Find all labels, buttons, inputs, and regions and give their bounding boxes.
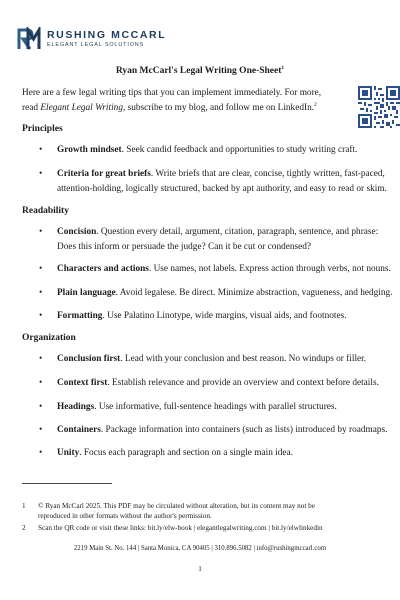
bullet-icon: • bbox=[39, 354, 43, 364]
bullet-icon: • bbox=[39, 311, 43, 321]
page-title: Ryan McCarl's Legal Writing One-Sheet$^1$ bbox=[115, 64, 285, 76]
brand-logo bbox=[17, 27, 166, 51]
list-item: Concision. Question every detail, argument, citation, paragraph, sentence, and phrase: Does this inform or persuade the judge? Can it be cut or condensed? bbox=[57, 227, 379, 252]
list-item: Unity. Focus each paragraph and section on a single main idea. bbox=[57, 448, 293, 458]
footnote-divider bbox=[22, 483, 112, 484]
rm-monogram-icon bbox=[17, 27, 41, 51]
bullet-icon: • bbox=[39, 402, 43, 412]
list-item: Plain language. Avoid legalese. Be direct. Minimize abstraction, vagueness, and hedging. bbox=[57, 288, 393, 298]
book-title[interactable]: Elegant Legal Writing bbox=[40, 103, 123, 113]
brand-name: RUSHING MCCARL bbox=[47, 29, 167, 42]
section-heading-organization: Organization bbox=[22, 333, 76, 343]
footnote-1: 1 © Ryan McCarl 2025. This PDF may be circulated without alteration, but its content may not be reproduced in other formats without the author's permission. bbox=[22, 502, 315, 520]
list-item: Growth mindset. Seek candid feedback and opportunities to study writing craft. bbox=[57, 145, 358, 155]
section-heading-readability: Readability bbox=[22, 206, 69, 216]
list-item: Formatting. Use Palatino Linotype, wide margins, visual aids, and footnotes. bbox=[57, 311, 347, 321]
list-item: Criteria for great briefs. Write briefs that are clear, concise, tightly written, fast-paced, attention-holding, logically structured, backed by apt authority, and easy to read or skim. bbox=[57, 169, 387, 194]
bullet-icon: • bbox=[39, 227, 43, 237]
footnote-ref[interactable]: 1 bbox=[281, 64, 285, 71]
footnote-2: 2 Scan the QR code or visit these links: bit.ly/elw-book | elegantlegalwriting.com | bit.ly/elwlinkedin bbox=[22, 524, 323, 532]
bullet-icon: • bbox=[39, 169, 43, 179]
bullet-icon: • bbox=[39, 145, 43, 155]
bullet-icon: • bbox=[39, 288, 43, 298]
bullet-icon: • bbox=[39, 378, 43, 388]
list-item: Headings. Use informative, full-sentence headings with parallel structures. bbox=[57, 402, 337, 412]
bullet-icon: • bbox=[39, 264, 43, 274]
list-item: Context first. Establish relevance and provide an overview and context before details. bbox=[57, 378, 379, 388]
page-number: 1 bbox=[198, 564, 202, 573]
bullet-icon: • bbox=[39, 425, 43, 435]
footnote-ref[interactable]: 2 bbox=[314, 101, 317, 108]
bullet-icon: • bbox=[39, 448, 43, 458]
list-item: Characters and actions. Use names, not labels. Express action through verbs, not nouns. bbox=[57, 264, 391, 274]
qr-code-icon[interactable] bbox=[358, 86, 400, 128]
intro-paragraph: Here are a few legal writing tips that you can implement immediately. For more, read Elegant Legal Writing, subscribe to my blog, and follow me on LinkedIn.$^2$ bbox=[22, 88, 322, 113]
footnote-links[interactable]: Scan the QR code or visit these links: bit.ly/elw-book | elegantlegalwriting.com | bit.ly/elwlinkedin bbox=[38, 524, 323, 532]
brand-tagline: ELEGANT LEGAL SOLUTIONS bbox=[47, 41, 145, 48]
list-item: Conclusion first. Lead with your conclusion and best reason. No windups or filler. bbox=[57, 354, 367, 364]
section-heading-principles: Principles bbox=[22, 124, 63, 134]
list-item: Containers. Package information into containers (such as lists) introduced by roadmaps. bbox=[57, 425, 388, 435]
footer-address: 2219 Main St. No. 144 | Santa Monica, CA 90405 | 310.896.5082 | info@rushingmccarl.com bbox=[73, 545, 327, 552]
